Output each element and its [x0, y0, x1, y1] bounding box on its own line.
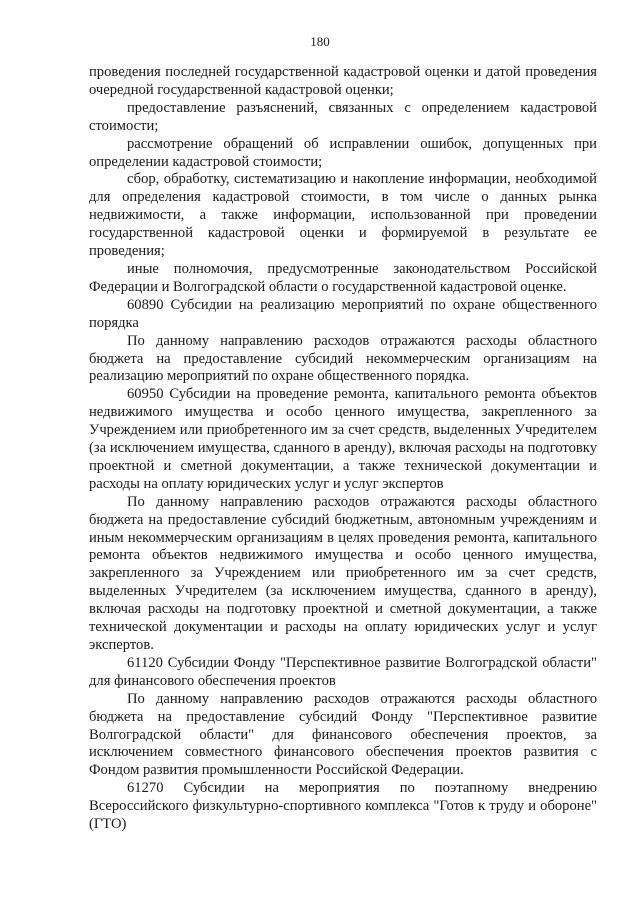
section-description-61120: По данному направлению расходов отражаются расходы областного бюджета на предоставление субсидий Фонду "Перспективное развитие Волгоградской области" для финансового обеспечения проектов, за исключением совместного финансового обеспечения проектов развития с Фондом развития промышленности Российской Федерации.	[89, 690, 597, 779]
list-item-information-collection: сбор, обработку, систематизацию и накопление информации, необходимой для определения кадастровой стоимости, в том числе о данных рынка недвижимости, а также информации, использованной при проведении государственной кадастровой оценки и формируемой в результате ее проведения;	[89, 171, 597, 260]
list-item-clarifications: предоставление разъяснений, связанных с определением кадастровой стоимости;	[89, 99, 597, 134]
section-heading-61270: 61270 Субсидии на мероприятия по поэтапному внедрению Всероссийского физкультурно-спортивного комплекса "Готов к труду и обороне" (ГТО)	[89, 780, 597, 833]
paragraph-continuation: проведения последней государственной кадастровой оценки и датой проведения очередной государственной кадастровой оценки;	[89, 64, 597, 98]
list-item-error-corrections: рассмотрение обращений об исправлении ошибок, допущенных при определении кадастровой стоимости;	[89, 135, 597, 170]
section-heading-61120: 61120 Субсидии Фонду "Перспективное развитие Волгоградской области" для финансового обеспечения проектов	[89, 654, 597, 689]
page-number: 180	[310, 34, 330, 49]
section-heading-60950: 60950 Субсидии на проведение ремонта, капитального ремонта объектов недвижимого имущества и особо ценного имущества, закрепленного за Учреждением или приобретенного им за счет средств, выделенных Учредителем (за исключением имущества, сданного в аренду), включая расходы на подготовку проектной и сметной документации, а также технической документации и расходы на оплату юридических услуг и услуг экспертов	[89, 386, 597, 492]
list-item-other-powers: иные полномочия, предусмотренные законодательством Российской Федерации и Волгоградской области о государственной кадастровой оценке.	[89, 260, 597, 295]
section-heading-60890: 60890 Субсидии на реализацию мероприятий по охране общественного порядка	[89, 296, 597, 331]
section-description-60890: По данному направлению расходов отражаются расходы областного бюджета на предоставление субсидий некоммерческим организациям на реализацию мероприятий по охране общественного порядка.	[89, 332, 597, 385]
document-body	[89, 64, 597, 834]
section-description-60950: По данному направлению расходов отражаются расходы областного бюджета на предоставление субсидий бюджетным, автономным учреждениям и иным некоммерческим организациям в целях проведения ремонта, капитального ремонта объектов недвижимого имущества и особо ценного имущества, закрепленного за Учреждением или приобретенного им за счет средств, выделенных Учредителем (за исключением имущества, сданного в аренду), включая расходы на подготовку проектной и сметной документации, а также технической документации и расходы на оплату юридических услуг и услуг экспертов.	[89, 493, 597, 653]
